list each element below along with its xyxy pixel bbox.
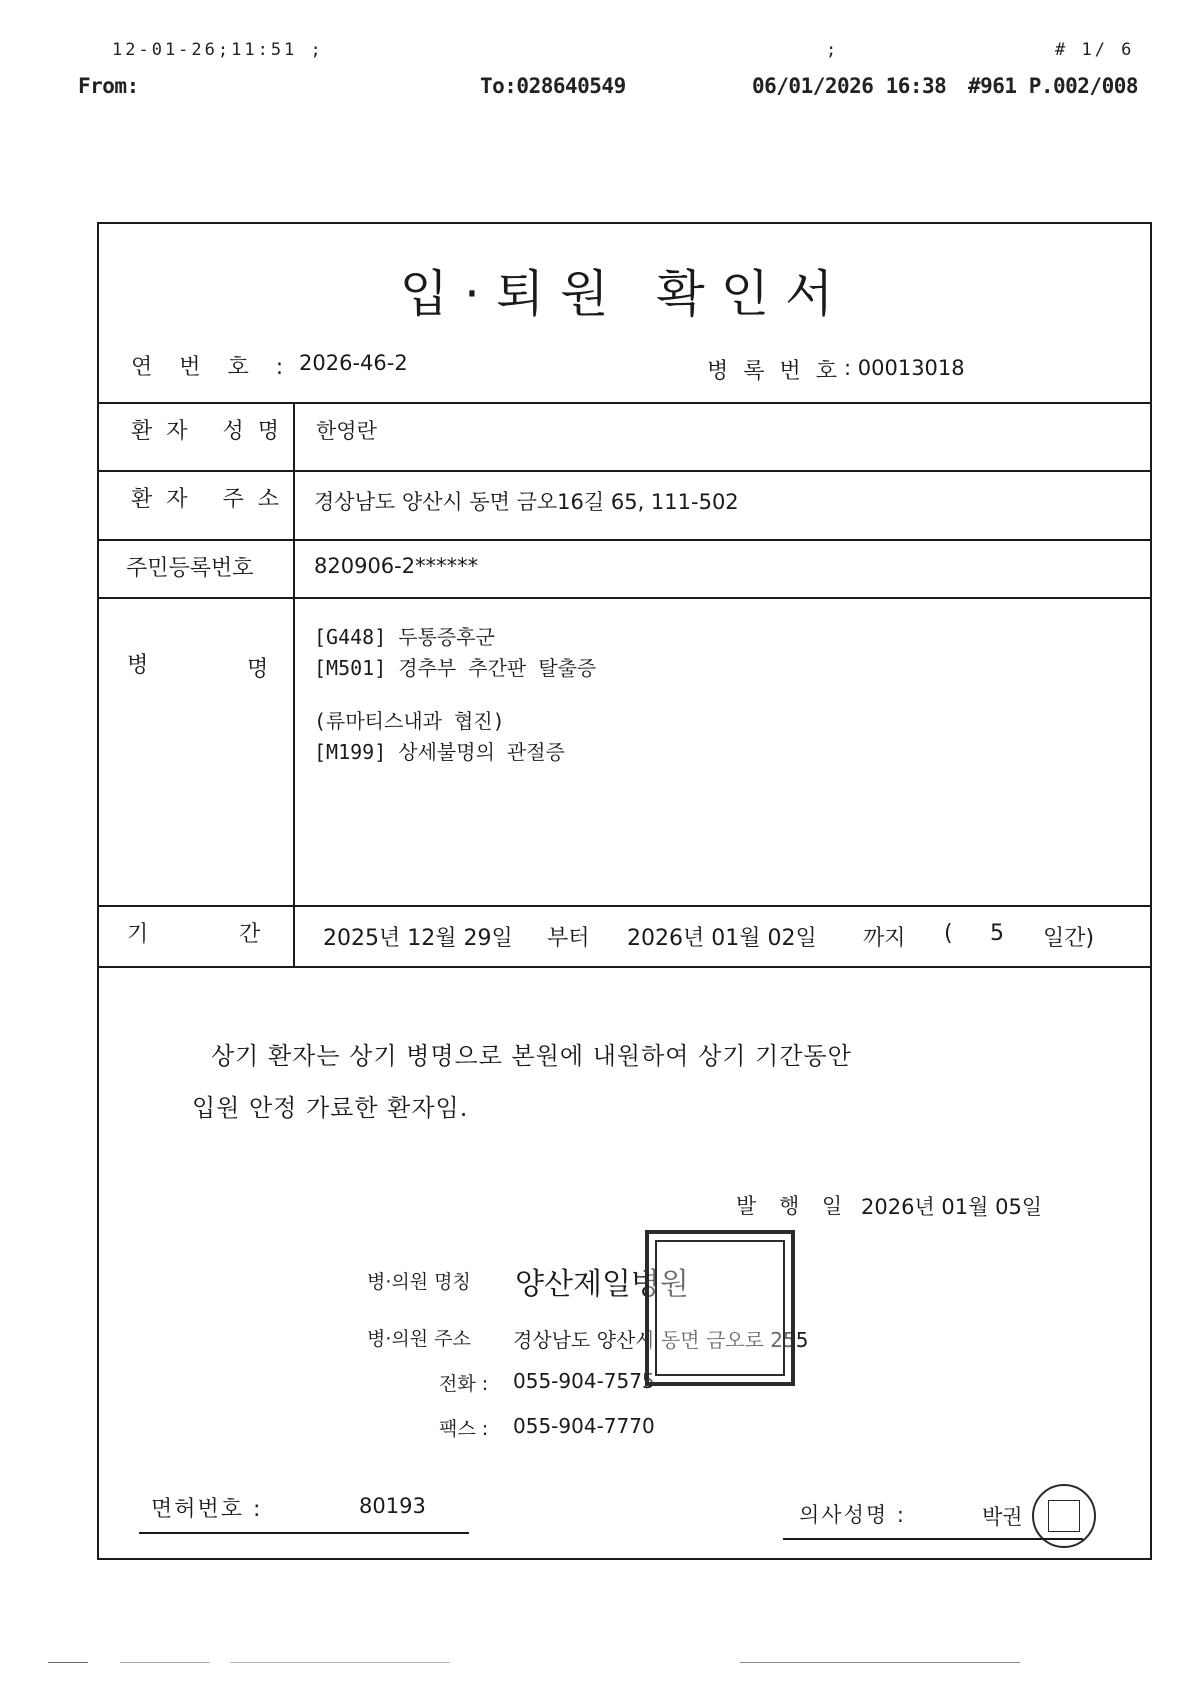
issue-label: 발 행 일 (736, 1194, 851, 1218)
scan-mark (740, 1662, 1020, 1663)
record-label: 병 록 번 호 (707, 359, 841, 384)
patient-name-label: 환자 성명 (131, 419, 294, 444)
diagnosis-spacer (314, 684, 596, 706)
row-divider (99, 539, 1150, 541)
patient-name: 한영란 (316, 419, 377, 443)
certificate-frame (97, 222, 1152, 1560)
row-divider (99, 966, 1150, 968)
hospital-address-label: 병·의원 주소 (367, 1328, 471, 1350)
document-title: 입·퇴원 확인서 (399, 265, 850, 323)
hospital-address: 경상남도 양산시 동면 금오로 255 (513, 1328, 809, 1352)
serial-label: 연 번 호 : (131, 355, 294, 380)
fax-datetime: 06/01/2026 16:38 (752, 74, 947, 98)
scan-mark (230, 1662, 450, 1663)
record-value: : 00013018 (844, 356, 965, 380)
period-to: 2026년 01월 02일 (627, 926, 817, 951)
license-underline (139, 1532, 469, 1534)
fax-top-left: 12-01-26;11:51 ; (112, 40, 324, 60)
period-from-suffix: 부터 (547, 926, 590, 951)
hospital-name: 양산제일병원 (515, 1267, 689, 1302)
hospital-official-stamp (645, 1230, 795, 1386)
period-open: ( (944, 921, 953, 946)
fax-from: From: (78, 74, 139, 98)
diagnosis-line: [G448] 두통증후군 (314, 625, 495, 649)
doctor-label: 의사성명 : (799, 1503, 906, 1527)
seal-inner (1048, 1500, 1080, 1532)
diagnosis-line: [M501] 경추부 추간판 탈출증 (314, 656, 597, 680)
statement-line-2: 입원 안정 가료한 환자임. (192, 1094, 469, 1122)
row-divider (99, 597, 1150, 599)
scan-mark (120, 1662, 210, 1663)
issue-date: 2026년 01월 05일 (861, 1195, 1043, 1219)
rrn-value: 820906-2****** (314, 554, 479, 578)
fax-top-right: # 1/ 6 (1055, 40, 1135, 60)
column-divider (293, 402, 295, 966)
fax-label: 팩스 : (439, 1418, 489, 1440)
license-label: 면허번호 : (151, 1497, 263, 1522)
period-from: 2025년 12월 29일 (323, 926, 513, 951)
diagnosis-list (314, 622, 596, 768)
period-label-first: 기 (127, 922, 149, 947)
fax-number: 055-904-7770 (513, 1414, 655, 1438)
period-close: 일간) (1043, 926, 1095, 951)
doctor-name: 박권 (982, 1505, 1023, 1529)
scan-mark (48, 1662, 88, 1663)
row-divider (99, 905, 1150, 907)
period-label-second: 간 (239, 922, 261, 947)
hospital-name-label: 병·의원 명칭 (367, 1271, 471, 1293)
diagnosis-line: (류마티스내과 협진) (314, 709, 505, 733)
phone: 055-904-7575 (513, 1369, 655, 1393)
patient-address: 경상남도 양산시 동면 금오16길 65, 111-502 (314, 490, 739, 514)
serial-value: 2026-46-2 (299, 351, 408, 375)
fax-to: To:028640549 (480, 74, 626, 98)
row-divider (99, 402, 1150, 404)
period-to-suffix: 까지 (863, 926, 906, 951)
phone-label: 전화 : (439, 1373, 489, 1395)
rrn-label: 주민등록번호 (126, 556, 254, 581)
row-divider (99, 470, 1150, 472)
period-days: 5 (990, 921, 1004, 946)
diagnosis-label-first: 병 (127, 653, 149, 678)
statement-line-1: 상기 환자는 상기 병명으로 본원에 내원하여 상기 기간동안 (211, 1042, 852, 1070)
diagnosis-line: [M199] 상세불명의 관절증 (314, 740, 565, 764)
license-value: 80193 (359, 1494, 426, 1518)
fax-page: #961 P.002/008 (968, 74, 1139, 98)
stamp-inner-border (655, 1240, 785, 1376)
patient-address-label: 환자 주소 (131, 487, 294, 512)
diagnosis-label-second: 명 (247, 657, 269, 682)
doctor-underline (783, 1538, 1083, 1540)
fax-top-mid: ; (826, 40, 840, 60)
